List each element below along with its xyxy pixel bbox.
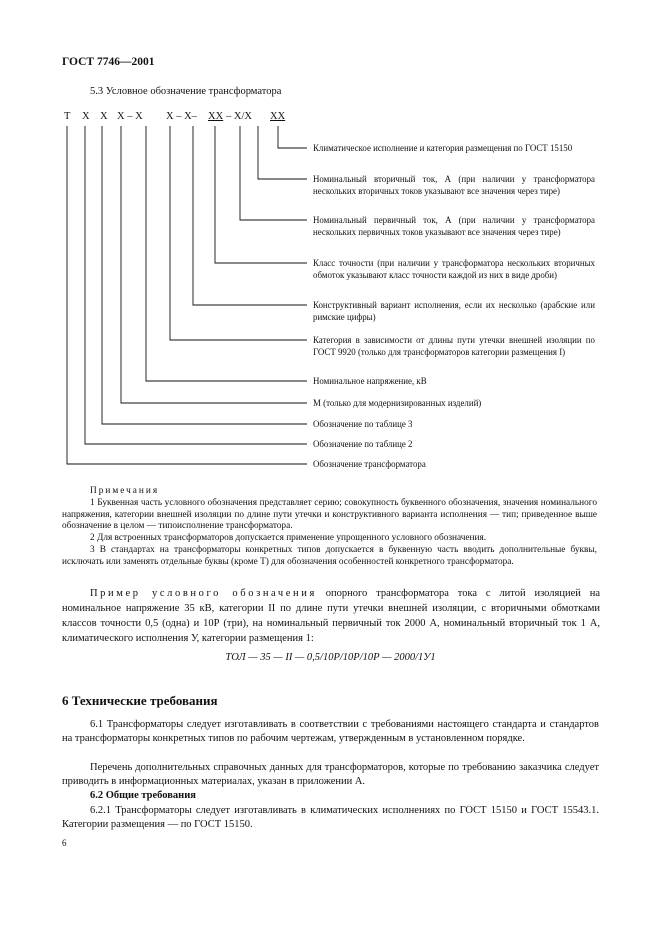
- desc-category: Категория в зависимости от длины пути утечки внешней изоляции по ГОСТ 9920 (только для трансформаторов категории размещения I): [313, 335, 595, 358]
- document-header: ГОСТ 7746—2001: [62, 56, 155, 68]
- example-paragraph: [62, 586, 600, 646]
- line-design-variant: [193, 126, 307, 305]
- code-x2: Х: [100, 111, 108, 122]
- code-x3-x4: Х – Х: [117, 111, 143, 122]
- section-6-2-title: 6.2 Общие требования: [90, 790, 196, 801]
- desc-modernized: М (только для модернизированных изделий): [313, 398, 482, 408]
- desc-table2: Обозначение по таблице 2: [313, 439, 413, 449]
- note-2: 2 Для встроенных трансформаторов допускается применение упрощенного условного обозначения.: [90, 533, 487, 543]
- line-table3: [102, 126, 307, 424]
- desc-secondary-current: Номинальный вторичный ток, А (при наличии у трансформатора нескольких вторичных токов указывают все значения через тире): [313, 174, 595, 197]
- note-1: 1 Буквенная часть условного обозначения представляет серию; совокупность буквенного обозначения, значения номинального напряжения, категории внешней изоляции по длине пути утечки и конструктивного варианта исполнения — тип; приведенное выше обозначение в целом — типоисполнение трансформатора.: [62, 498, 597, 532]
- example-formula: ТОЛ — 35 — II — 0,5/10Р/10Р/10Р — 2000/1У1: [225, 652, 436, 663]
- page-number: 6: [62, 838, 67, 848]
- desc-table3: Обозначение по таблице 3: [313, 419, 413, 429]
- section-5-3-title: 5.3 Условное обозначение трансформатора: [90, 86, 282, 97]
- line-accuracy-class: [215, 126, 307, 263]
- code-letter-t: Т: [64, 111, 71, 122]
- desc-voltage: Номинальное напряжение, кВ: [313, 376, 427, 386]
- para-6-2-1: 6.2.1 Трансформаторы следует изготавливать в климатических исполнениях по ГОСТ 15150 и ГОСТ 15543.1. Категории размещения — по ГОСТ 15150.: [62, 805, 599, 830]
- line-secondary-current: [258, 126, 307, 179]
- example-lead: Пример условного обозначения: [90, 588, 317, 599]
- code-x5-x6: Х – Х–: [166, 111, 197, 122]
- note-3: 3 В стандартах на трансформаторы конкретных типов допускается в буквенную часть вводить дополнительные буквы, исключать или заменять отдельные буквы (кроме Т) для обозначения особенностей конкретного трансформатора.: [62, 545, 597, 567]
- code-x-slash-x: – Х/Х: [226, 111, 252, 122]
- example-text: опорного трансформатора тока с литой изоляцией на номинальное напряжение 35 кВ, категории II по длине пути утечки внешней изоляции, с вторичными обмотками классов точности 0,5 (одна) и 10Р (три), на номинальный первичный ток 2000 А, номинальный вторичный ток 1 А, климатического исполнения У, категории размещения 1:: [62, 588, 600, 644]
- line-climate: [278, 126, 307, 148]
- notes-title: Примечания: [90, 486, 160, 496]
- line-table2: [85, 126, 307, 444]
- line-category: [170, 126, 307, 340]
- line-transformer: [67, 126, 307, 464]
- para-6-1: 6.1 Трансформаторы следует изготавливать в соответствии с требованиями настоящего стандарта и стандартов на трансформаторы конкретных типов по рабочим чертежам, утвержденным в установленном порядке.: [62, 719, 599, 744]
- desc-climate: Климатическое исполнение и категория размещения по ГОСТ 15150: [313, 143, 573, 153]
- code-x1: Х: [82, 111, 90, 122]
- code-xx-climate: ХХ: [270, 111, 286, 122]
- desc-accuracy-class: Класс точности (при наличии у трансформатора нескольких вторичных обмоток указывают класс точности каждой из них в виде дроби): [313, 258, 595, 281]
- desc-primary-current: Номинальный первичный ток, А (при наличии у трансформатора нескольких первичных токов указывают все значения через тире): [313, 215, 595, 238]
- desc-design-variant: Конструктивный вариант исполнения, если их несколько (арабские или римские цифры): [313, 300, 595, 323]
- desc-transformer: Обозначение трансформатора: [313, 459, 426, 469]
- code-xx-primary: ХХ: [208, 111, 224, 122]
- line-modernized: [121, 126, 307, 403]
- section-6-title: 6 Технические требования: [62, 693, 218, 708]
- para-6-1-extra: Перечень дополнительных справочных данных для трансформаторов, которые по требованию заказчика следует приводить в информационных материалах, указан в приложении А.: [62, 762, 599, 787]
- line-primary-current: [240, 126, 307, 220]
